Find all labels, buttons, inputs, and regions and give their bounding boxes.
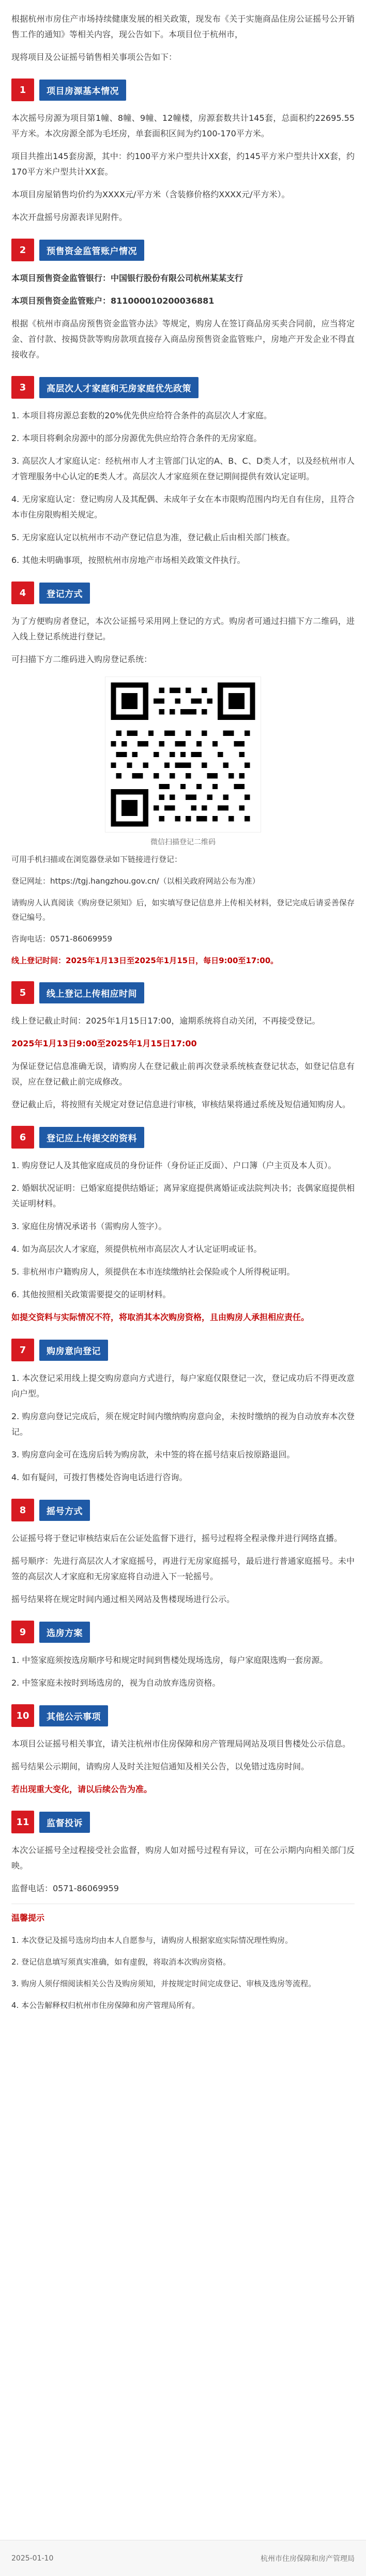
qr-caption: 微信扫描登记二维码 xyxy=(150,838,216,846)
section-9-p2: 2. 中签家庭未按时到场选房的，视为自动放弃选房资格。 xyxy=(11,1678,221,1688)
section-7-p3: 3. 购房意向金可在选房后转为购房款，未中签的将在摇号结束后按原路退回。 xyxy=(11,1450,295,1459)
section-title: 项目房源基本情况 xyxy=(39,80,126,101)
footer-bar xyxy=(0,2540,366,2576)
section-3-p4: 4. 无房家庭认定：登记购房人及其配偶、未成年子女在本市限购范围内均无自有住房，且符合本市住房限购相关规定。 xyxy=(11,494,355,520)
section-2-header xyxy=(11,239,355,261)
section-4-after-3: 请购房人认真阅读《购房登记须知》后，如实填写登记信息并上传相关材料，登记完成后请妥善保存登记编号。 xyxy=(11,898,355,922)
section-title: 选房方案 xyxy=(39,1622,90,1643)
section-4-p1: 为了方便购房者登记，本次公证摇号采用网上登记的方式。购房者可通过扫描下方二维码，进入线上登记系统进行登记。 xyxy=(11,616,355,641)
intro-paragraph-2: 现将项目及公证摇号销售相关事项公告如下： xyxy=(11,52,177,62)
section-number: 10 xyxy=(11,1704,34,1727)
section-7-p2: 2. 购房意向登记完成后，须在规定时间内缴纳购房意向金，未按时缴纳的视为自动放弃本次登记。 xyxy=(11,1411,355,1437)
note-3: 3. 购房人须仔细阅读相关公告及购房须知，并按规定时间完成登记、审核及选房等流程。 xyxy=(11,1979,316,1988)
section-3-p6: 6. 其他未明确事项，按照杭州市房地产市场相关政策文件执行。 xyxy=(11,555,246,565)
section-title: 登记方式 xyxy=(39,583,90,604)
section-6-p2: 2. 婚姻状况证明：已婚家庭提供结婚证；离异家庭提供离婚证或法院判决书；丧偶家庭提供相关证明材料。 xyxy=(11,1183,355,1208)
qr-code-image[interactable] xyxy=(105,677,261,833)
section-11-p1: 本次公证摇号全过程接受社会监督，购房人如对摇号过程有异议，可在公示期内向相关部门反映。 xyxy=(11,1845,355,1871)
section-4-header xyxy=(11,582,355,604)
section-title: 高层次人才家庭和无房家庭优先政策 xyxy=(39,377,199,398)
section-10-p2: 摇号结果公示期间，请购房人及时关注短信通知及相关公告，以免错过选房时间。 xyxy=(11,1762,310,1771)
section-7-p1: 1. 本次登记采用线上提交购房意向方式进行，每户家庭仅限登记一次，登记成功后不得更改意向户型。 xyxy=(11,1373,355,1399)
section-number: 1 xyxy=(11,78,34,101)
section-number: 9 xyxy=(11,1621,34,1643)
section-8-p3: 摇号结果将在规定时间内通过相关网站及售楼现场进行公示。 xyxy=(11,1594,235,1604)
section-10-p1: 本项目公证摇号相关事宜，请关注杭州市住房保障和房产管理局网站及项目售楼处公示信息。 xyxy=(11,1739,351,1749)
notes-title: 温馨提示 xyxy=(11,1913,45,1923)
section-9-p1: 1. 中签家庭须按选房顺序号和规定时间到售楼处现场选房，每户家庭限选购一套房源。 xyxy=(11,1655,328,1665)
section-4-p2: 可扫描下方二维码进入购房登记系统： xyxy=(11,654,152,664)
section-1-p3: 本项目房屋销售均价约为XXXX元/平方米（含装修价格约XXXX元/平方米）。 xyxy=(11,190,290,199)
intro-paragraph-1: 根据杭州市房住产市场持续健康发展的相关政策，现发布《关于实施商品住房公证摇号公开销售工作的通知》等相关内容，现公告如下。本项目位于杭州市， xyxy=(11,14,355,39)
section-number: 7 xyxy=(11,1339,34,1361)
section-2-p1: 本项目预售资金监管银行：中国银行股份有限公司杭州某某支行 xyxy=(11,273,243,283)
section-7-p4: 4. 如有疑问，可拨打售楼处咨询电话进行咨询。 xyxy=(11,1472,188,1482)
footer-date: 2025-01-10 xyxy=(11,2554,54,2563)
section-title: 摇号方式 xyxy=(39,1500,90,1521)
section-title: 登记应上传提交的资料 xyxy=(39,1127,144,1148)
section-8-p2: 摇号顺序：先进行高层次人才家庭摇号，再进行无房家庭摇号，最后进行普通家庭摇号。未中签的高层次人才家庭和无房家庭将自动进入下一轮摇号。 xyxy=(11,1556,355,1581)
section-5-header xyxy=(11,981,355,1004)
section-3-p2: 2. 本项目将剩余房源中的部分房源优先供应给符合条件的无房家庭。 xyxy=(11,433,262,443)
section-2-p2: 本项目预售资金监管账户：811000010200036881 xyxy=(11,296,215,306)
section-6-p1: 1. 购房登记人及其他家庭成员的身份证件（身份证正反面）、户口簿（户主页及本人页）。 xyxy=(11,1160,337,1170)
section-5-p3: 登记截止后，将按照有关规定对登记信息进行审核，审核结果将通过系统及短信通知购房人。 xyxy=(11,1099,351,1109)
section-3-p5: 5. 无房家庭认定以杭州市不动产登记信息为准，登记截止后由相关部门核查。 xyxy=(11,532,295,542)
section-number: 11 xyxy=(11,1811,34,1833)
section-title: 购房意向登记 xyxy=(39,1340,108,1361)
section-6-p7: 如提交资料与实际情况不符，将取消其本次购房资格，且由购房人承担相应责任。 xyxy=(11,1312,310,1322)
section-11-p2: 监督电话：0571-86069959 xyxy=(11,1883,119,1893)
note-2: 2. 登记信息填写须真实准确，如有虚假，将取消本次购房资格。 xyxy=(11,1957,231,1967)
section-number: 8 xyxy=(11,1499,34,1521)
section-4-after-4: 咨询电话：0571-86069959 xyxy=(11,934,112,944)
section-3-header xyxy=(11,376,355,399)
section-6-header xyxy=(11,1126,355,1149)
section-6-p5: 5. 非杭州市户籍购房人，须提供在本市连续缴纳社会保险或个人所得税证明。 xyxy=(11,1267,295,1277)
section-title: 预售资金监管账户情况 xyxy=(39,240,144,261)
section-4-after-1: 可用手机扫描或在浏览器登录如下链接进行登记： xyxy=(11,855,182,864)
section-8-p1: 公证摇号将于登记审核结束后在公证处监督下进行，摇号过程将全程录像并进行网络直播。 xyxy=(11,1533,343,1543)
section-5-p2: 为保证登记信息准确无误，请购房人在登记截止前再次登录系统核查登记状态，如登记信息有误，应在登记截止前完成修改。 xyxy=(11,1061,355,1087)
section-4-after-5: 线上登记时间：2025年1月13日至2025年1月15日，每日9:00至17:00。 xyxy=(11,956,279,965)
section-9-header xyxy=(11,1621,355,1643)
qr-block xyxy=(11,677,355,847)
section-number: 6 xyxy=(11,1126,34,1149)
section-5-p1: 线上登记截止时间：2025年1月15日17:00，逾期系统将自动关闭，不再接受登记。 xyxy=(11,1016,321,1026)
footer-org: 杭州市住房保障和房产管理局 xyxy=(261,2554,355,2563)
section-number: 2 xyxy=(11,239,34,261)
section-10-header xyxy=(11,1704,355,1727)
section-1-p4: 本次开盘摇号房源表详见附件。 xyxy=(11,212,128,222)
section-3-p3: 3. 高层次人才家庭认定：经杭州市人才主管部门认定的A、B、C、D类人才，以及经杭州市人才管理服务中心认定的E类人才。高层次人才家庭须在登记期间提供有效认定证明。 xyxy=(11,456,355,481)
section-1-header xyxy=(11,78,355,101)
section-8-header xyxy=(11,1499,355,1521)
section-1-p2: 项目共推出145套房源，其中：约100平方米户型共计XX套，约145平方米户型共计XX套，约170平方米户型共计XX套。 xyxy=(11,151,355,177)
note-4: 4. 本公告解释权归杭州市住房保障和房产管理局所有。 xyxy=(11,2001,200,2010)
section-6-p6: 6. 其他按照相关政策需要提交的证明材料。 xyxy=(11,1290,171,1299)
section-number: 3 xyxy=(11,376,34,399)
section-6-p3: 3. 家庭住房情况承诺书（需购房人签字）。 xyxy=(11,1221,167,1231)
section-7-header xyxy=(11,1339,355,1361)
section-title: 监督投诉 xyxy=(39,1812,90,1833)
section-3-p1: 1. 本项目将房源总套数的20%优先供应给符合条件的高层次人才家庭。 xyxy=(11,411,272,420)
section-title: 其他公示事项 xyxy=(39,1705,108,1726)
section-1-p1: 本次摇号房源为项目第1幢、8幢、9幢、12幢楼，房源套数共计145套，总面积约22695.55平方米。本次房源全部为毛坯房，单套面积区间为约100-170平方米。 xyxy=(11,113,355,138)
section-4-after-2[interactable]: 登记网址：https://tgj.hangzhou.gov.cn/（以相关政府网站公布为准） xyxy=(11,876,260,886)
section-number: 5 xyxy=(11,981,34,1004)
section-10-highlight: 若出现重大变化，请以后续公告为准。 xyxy=(11,1784,152,1794)
note-1: 1. 本次登记及摇号选房均由本人自愿参与，请购房人根据家庭实际情况理性购房。 xyxy=(11,1936,293,1945)
section-title: 线上登记上传相应时间 xyxy=(39,982,144,1003)
section-11-header xyxy=(11,1811,355,1833)
section-6-p4: 4. 如为高层次人才家庭，须提供杭州市高层次人才认定证明或证书。 xyxy=(11,1244,262,1254)
section-number: 4 xyxy=(11,582,34,604)
section-5-highlight: 2025年1月13日9:00至2025年1月15日17:00 xyxy=(11,1039,197,1048)
section-2-p3: 根据《杭州市商品房预售资金监管办法》等规定，购房人在签订商品房买卖合同前，应当将定金、首付款、按揭贷款等购房款项直接存入商品房预售资金监管账户，房地产开发企业不得直接收存。 xyxy=(11,319,355,359)
